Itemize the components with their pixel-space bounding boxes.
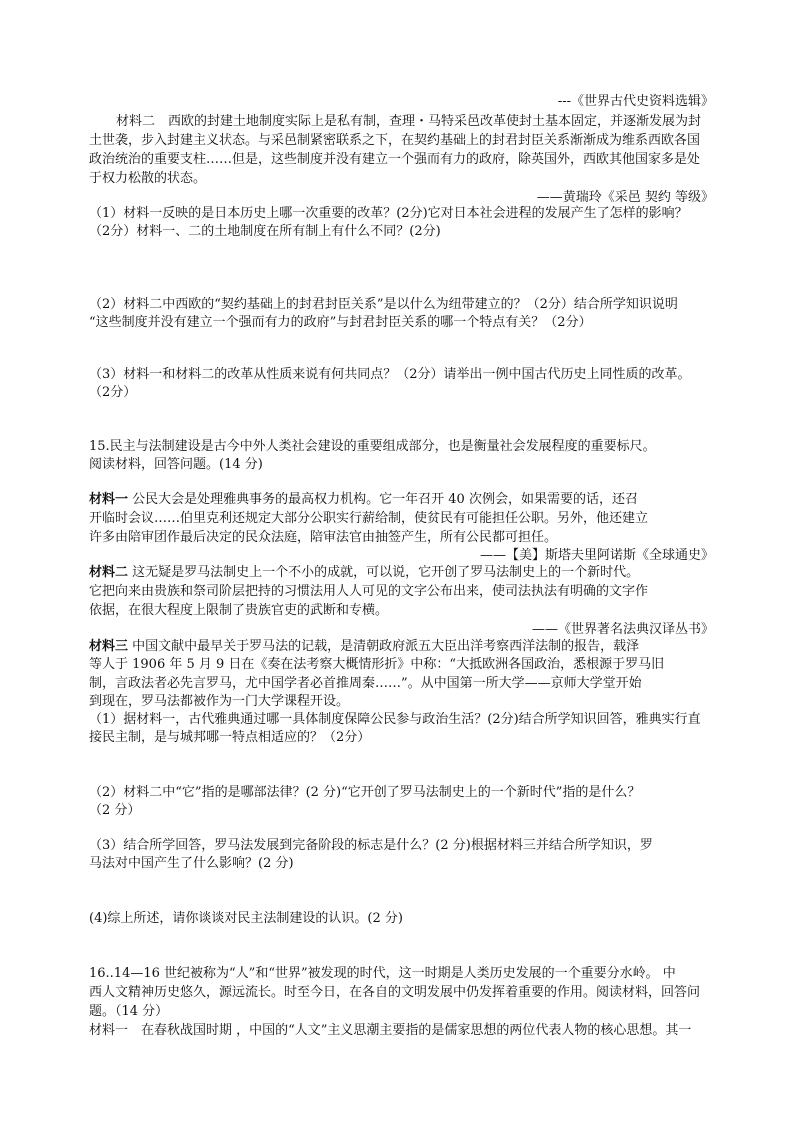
- paragraph-line: 开临时会议……伯里克利还规定大部分公职实行薪给制，使贫民有可能担任公职。另外，他还建立: [89, 511, 649, 526]
- question-line: 接民主制，是与城邦哪一特点相适应的？（2分）: [89, 730, 371, 745]
- question-heading: 15.民主与法制建设是古今中外人类社会建设的重要组成部分，也是衡量社会发展程度的重要标尺。: [89, 439, 656, 454]
- question-line: （2分）: [89, 385, 137, 400]
- material-text: 公民大会是处理雅典事务的最高权力机构。它一年召开 40 次例会，如果需要的话，还召: [132, 492, 638, 507]
- question-line: （2 分）: [89, 803, 141, 818]
- material-label: 材料一: [89, 492, 129, 507]
- question-heading: 题。（14 分）: [89, 1004, 169, 1019]
- material-label: 材料二: [89, 565, 129, 580]
- paragraph-line: 于权力松散的状态。: [89, 171, 207, 186]
- material-line: [89, 563, 639, 582]
- question-line: （2）材料二中“它”指的是哪部法律？(2 分)“它开创了罗马法制史上的一个新时代”指的是什么？: [89, 785, 641, 800]
- material-text: 中国文献中最早关于罗马法的记载，是清朝政府派五大臣出洋考察西洋法制的报告，载泽: [132, 639, 640, 654]
- material-line: [89, 637, 639, 656]
- paragraph-line: 等人于 1906 年 5 月 9 日在《奏在法考察大概情形折》中称：“大抵欧洲各国政治，悉根源于罗马旧: [89, 657, 665, 672]
- question-line: （1）材料一反映的是日本历史上哪一次重要的改革？(2分)它对日本社会进程的发展产生了怎样的影响？: [89, 206, 688, 221]
- question-line: （3）结合所学回答，罗马法发展到完备阶段的标志是什么？(2 分)根据材料三并结合所学知识，罗: [89, 838, 653, 853]
- material-label: 材料三: [89, 639, 129, 654]
- question-line: （3）材料一和材料二的改革从性质来说有何共同点？（2分）请举出一例中国古代历史上同性质的改革。: [89, 367, 691, 382]
- paragraph-line: 许多由陪审团作最后决定的民众法庭，陪审法官由抽签产生，所有公民都可担任。: [89, 530, 558, 545]
- material-line: 材料一 在春秋战国时期 ，中国的“人文”主义思潮主要指的是儒家思想的两位代表人物的核心思想。其一: [89, 1023, 692, 1038]
- source-citation: ——《世界著名法典汉译丛书》: [531, 622, 714, 637]
- question-line: （2分）材料一、二的土地制度在所有制上有什么不同？(2分): [89, 224, 441, 239]
- question-heading: 阅读材料，回答问题。(14 分): [89, 457, 263, 472]
- question-line: 马法对中国产生了什么影响？(2 分): [89, 856, 294, 871]
- question-line: “这些制度并没有建立一个强而有力的政府”与封君封臣关系的哪一个特点有关？（2分）: [89, 315, 592, 330]
- paragraph-line: 政治统治的重要支柱……但是，这些制度并没有建立一个强而有力的政府，除英国外，西欧其他国家多是处: [89, 152, 701, 167]
- source-citation: ——【美】斯塔夫里阿诺斯《全球通史》: [479, 548, 714, 563]
- paragraph-line: 它把向来由贵族和祭司阶层把持的习惯法用人人可见的文字公布出来，使司法执法有明确的文字作: [89, 584, 649, 599]
- question-line: (4)综上所述，请你谈谈对民主法制建设的认识。(2 分): [89, 911, 403, 926]
- question-heading: 西人文精神历史悠久，源远流长。时至今日，在各自的文明发展中仍发挥着重要的作用。阅读材料，回答问: [89, 985, 701, 1000]
- paragraph-line: 土世袭，步入封建主义状态。与采邑制紧密联系之下，在契约基础上的封君封臣关系渐渐成为维系西欧各国: [89, 133, 701, 148]
- source-citation: ---《世界古代史资料选辑》: [557, 94, 714, 109]
- paragraph-line: 制，言政法者必先言罗马，尤中国学者必首推周秦……”。从中国第一所大学——京师大学堂开始: [89, 676, 642, 691]
- question-line: （1）据材料一，古代雅典通过哪一具体制度保障公民参与政治生活？(2分)结合所学知识回答，雅典实行直: [89, 712, 701, 727]
- source-citation: ——黄瑞玲《采邑 契约 等级》: [536, 190, 714, 205]
- paragraph-line: 依据，在很大程度上限制了贵族官吏的武断和专横。: [89, 603, 389, 618]
- material-line: [89, 490, 638, 509]
- material-text: 这无疑是罗马法制史上一个不小的成就，可以说，它开创了罗马法制史上的一个新时代。: [132, 565, 640, 580]
- question-heading: 16..14—16 世纪被称为“人”和“世界”被发现的时代，这一时期是人类历史发展的一个重要分水岭。 中: [89, 966, 676, 981]
- paragraph-line: 到现在，罗马法都被作为一门大学课程开设。: [89, 694, 350, 709]
- question-line: （2）材料二中西欧的“契约基础上的封君封臣关系”是以什么为纽带建立的？（2分）结合所学知识说明: [89, 297, 678, 312]
- paragraph-line: 材料二 西欧的封建土地制度实际上是私有制，查理・马特采邑改革使封土基本固定，并逐渐发展为封: [116, 114, 702, 129]
